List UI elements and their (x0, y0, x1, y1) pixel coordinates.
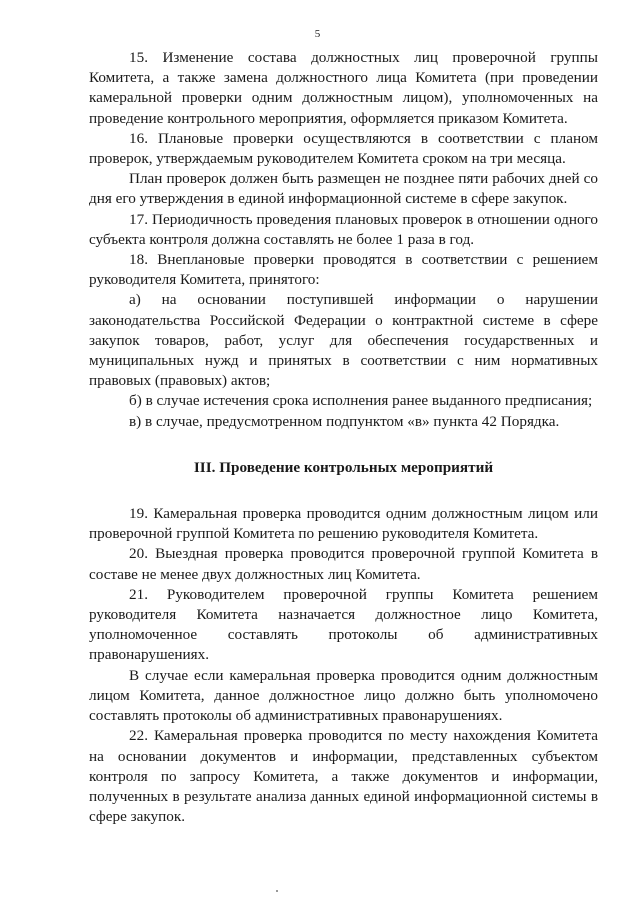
page-number: 5 (314, 28, 321, 40)
paragraph-20: 20. Выездная проверка проводится проверочной группой Комитета в составе не менее двух должностных лиц Комитета. (89, 545, 598, 583)
paragraph-21: 21. Руководителем проверочной группы Комитета решением руководителя Комитета назначается должностное лицо Комитета, уполномоченное составлять протоколы об административных правонарушениях. (89, 585, 598, 664)
paragraph-21-note: В случае если камеральная проверка проводится одним должностным лицом Комитета, данное должностное лицо должно быть уполномочено составлять протоколы об административных правонарушениях. (89, 666, 598, 725)
paragraph-18: 18. Внеплановые проверки проводятся в соответствии с решением руководителя Комитета, принятого: (89, 251, 598, 289)
paragraph-18v: в) в случае, предусмотренном подпунктом «в» пункта 42 Порядка. (129, 412, 560, 430)
scan-speck (276, 890, 278, 892)
section-title: III. Проведение контрольных мероприятий (193, 458, 494, 476)
paragraph-19: 19. Камеральная проверка проводится одним должностным лицом или проверочной группой Комитета по решению руководителя Комитета. (89, 505, 598, 543)
document-body (89, 48, 598, 827)
paragraph-18a: а) на основании поступившей информации о нарушении законодательства Российской Федерации о контрактной системе в сфере закупок товаров, работ, услуг для обеспечения государственных и муниципальных нужд и принятых в соответствии с ним нормативных правовых (правовых) актов; (89, 291, 598, 390)
paragraph-17: 17. Периодичность проведения плановых проверок в отношении одного субъекта контроля должна составлять не более 1 раза в год. (89, 210, 598, 248)
paragraph-plan: План проверок должен быть размещен не позднее пяти рабочих дней со дня его утверждения в единой информационной системе в сфере закупок. (89, 170, 598, 208)
paragraph-18b: б) в случае истечения срока исполнения ранее выданного предписания; (129, 392, 593, 410)
paragraph-15: 15. Изменение состава должностных лиц проверочной группы Комитета, а также замена должностного лица Комитета (при проведении камеральной проверки одним должностным лицом), уполномоченных на проведение контрольного мероприятия, оформляется приказом Комитета. (89, 49, 598, 127)
paragraph-16: 16. Плановые проверки осуществляются в соответствии с планом проверок, утверждаемым руководителем Комитета сроком на три месяца. (89, 129, 598, 168)
paragraph-22: 22. Камеральная проверка проводится по месту нахождения Комитета на основании документов и информации, представленных субъектом контроля по запросу Комитета, а также документов и информации, полученных в результате анализа данных единой информационной системы в сфере закупок. (89, 727, 598, 826)
